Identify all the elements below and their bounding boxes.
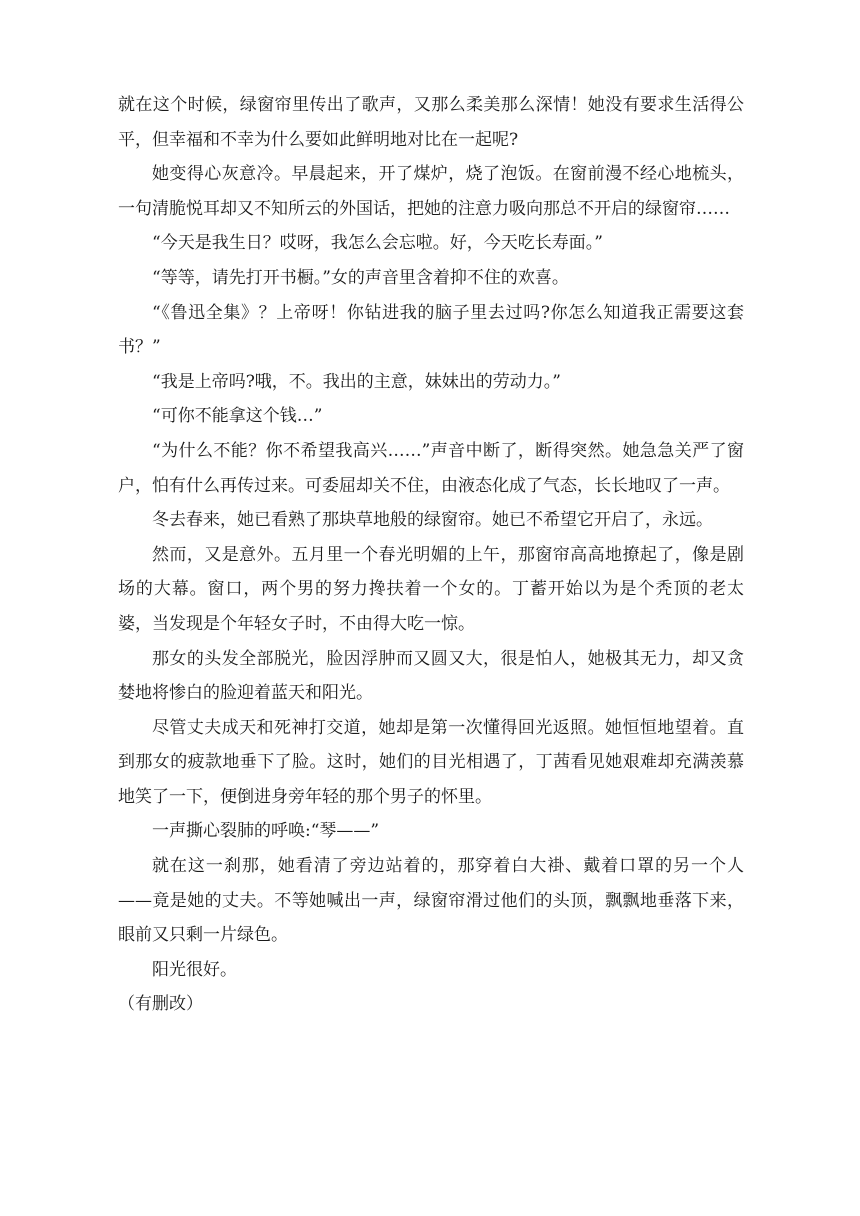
paragraph-9: 冬去春来，她已看熟了那块草地般的绿窗帘。她已不希望它开启了，永远。 — [152, 510, 713, 531]
paragraph-10: 然而，又是意外。五月里一个春光明媚的上午，那窗帘高高地撩起了，像是剧场的大幕。窗口，两个男的努力搀扶着一个女的。丁蓄开始以为是个秃顶的老太婆，当发现是个年轻女子时，不由得大吃一惊。 — [118, 544, 744, 634]
edit-note: （有删改） — [118, 994, 203, 1015]
paragraph-6: “我是上帝吗?哦，不。我出的主意，妹妹出的劳动力。” — [152, 371, 561, 392]
paragraph-11: 那女的头发全部脱光，脸因浮肿而又圆又大，很是怕人，她极其无力，却又贪婪地将惨白的脸迎着蓝天和阳光。 — [118, 648, 744, 704]
paragraph-14: 就在这一刹那，她看清了旁边站着的，那穿着白大褂、戴着口罩的另一个人——竟是她的丈夫。不等她喊出一声，绿窗帘滑过他们的头顶，飘飘地垂落下来，眼前又只剩一片绿色。 — [118, 856, 744, 946]
paragraph-1: 就在这个时候，绿窗帘里传出了歌声，又那么柔美那么深情！她没有要求生活得公平，但幸福和不幸为什么要如此鲜明地对比在一起呢? — [118, 95, 744, 150]
paragraph-7: “可你不能拿这个钱…” — [152, 406, 323, 427]
paragraph-2: 她变得心灰意冷。早晨起来，开了煤炉，烧了泡饭。在窗前漫不经心地梳头，一句清脆悦耳却又不知所云的外国话，把她的注意力吸向那总不开启的绿窗帘…… — [118, 164, 744, 219]
paragraph-3: “今天是我生日？哎呀，我怎么会忘啦。好，今天吃长寿面。” — [152, 233, 603, 254]
paragraph-12: 尽管丈夫成天和死神打交道，她却是第一次懂得回光返照。她恒恒地望着。直到那女的疲款地垂下了脸。这时，她们的目光相遇了，丁茜看见她艰难却充满羡慕地笑了一下，便倒进身旁年轻的那个男子的怀里。 — [118, 717, 744, 807]
article-body — [118, 88, 744, 1022]
paragraph-8: “为什么不能？你不希望我高兴……”声音中断了，断得突然。她急急关严了窗户，怕有什么再传过来。可委屈却关不住，由液态化成了气态，长长地叹了一声。 — [118, 440, 744, 496]
paragraph-15: 阳光很好。 — [152, 959, 237, 980]
paragraph-13: 一声撕心裂肺的呼唤:“琴——” — [152, 821, 380, 842]
paragraph-5: “《鲁迅全集》？上帝呀！你钻进我的脑子里去过吗?你怎么知道我正需要这套书？” — [118, 302, 744, 358]
paragraph-4: “等等，请先打开书橱。”女的声音里含着抑不住的欢喜。 — [152, 267, 569, 288]
